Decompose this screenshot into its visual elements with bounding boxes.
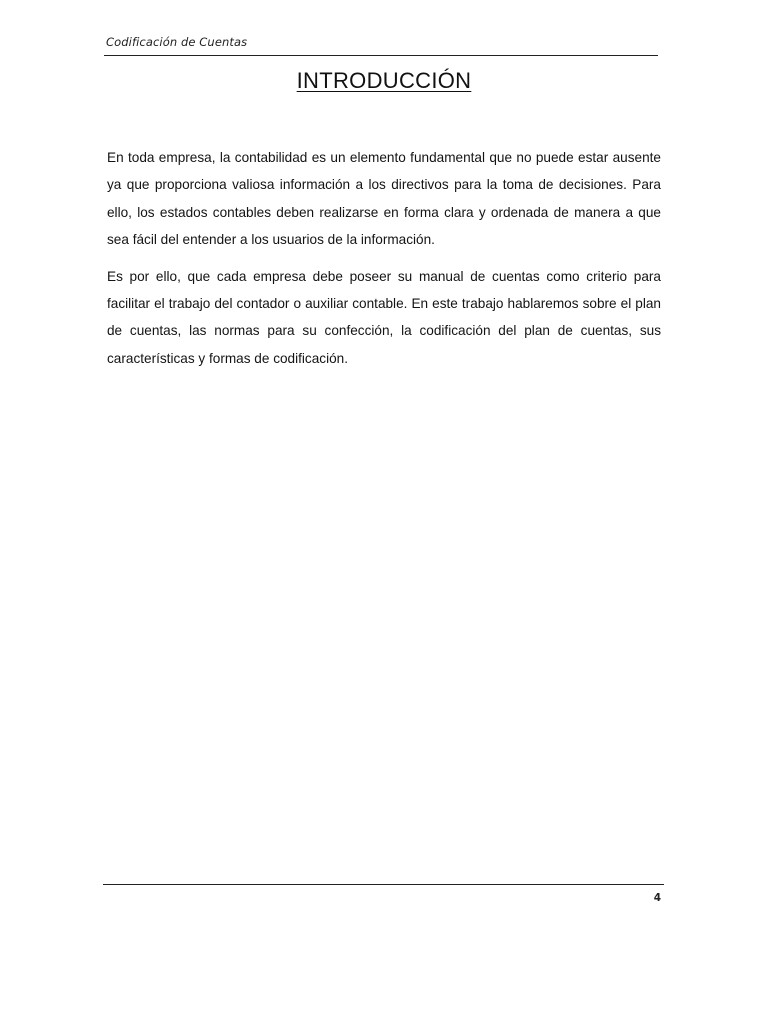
header-divider bbox=[104, 55, 658, 56]
page-number: 4 bbox=[653, 892, 661, 904]
footer-divider bbox=[103, 884, 664, 885]
page-title bbox=[0, 68, 768, 94]
page-title-text: INTRODUCCIÓN bbox=[296, 68, 472, 93]
paragraph-1: En toda empresa, la contabilidad es un elemento fundamental que no puede estar ausente ya que proporciona valiosa información a los directivos para la toma de decisiones. Para ello, los estados contables deben realizarse en forma clara y ordenada de manera a que sea fácil del entender a los usuarios de la información. bbox=[107, 150, 661, 248]
paragraph-2: Es por ello, que cada empresa debe poseer su manual de cuentas como criterio para facilitar el trabajo del contador o auxiliar contable. En este trabajo hablaremos sobre el plan de cuentas, las normas para su confección, la codificación del plan de cuentas, sus características y formas de codificación. bbox=[107, 268, 661, 366]
body-text bbox=[107, 144, 661, 381]
running-header: Codificación de Cuentas bbox=[106, 35, 248, 49]
